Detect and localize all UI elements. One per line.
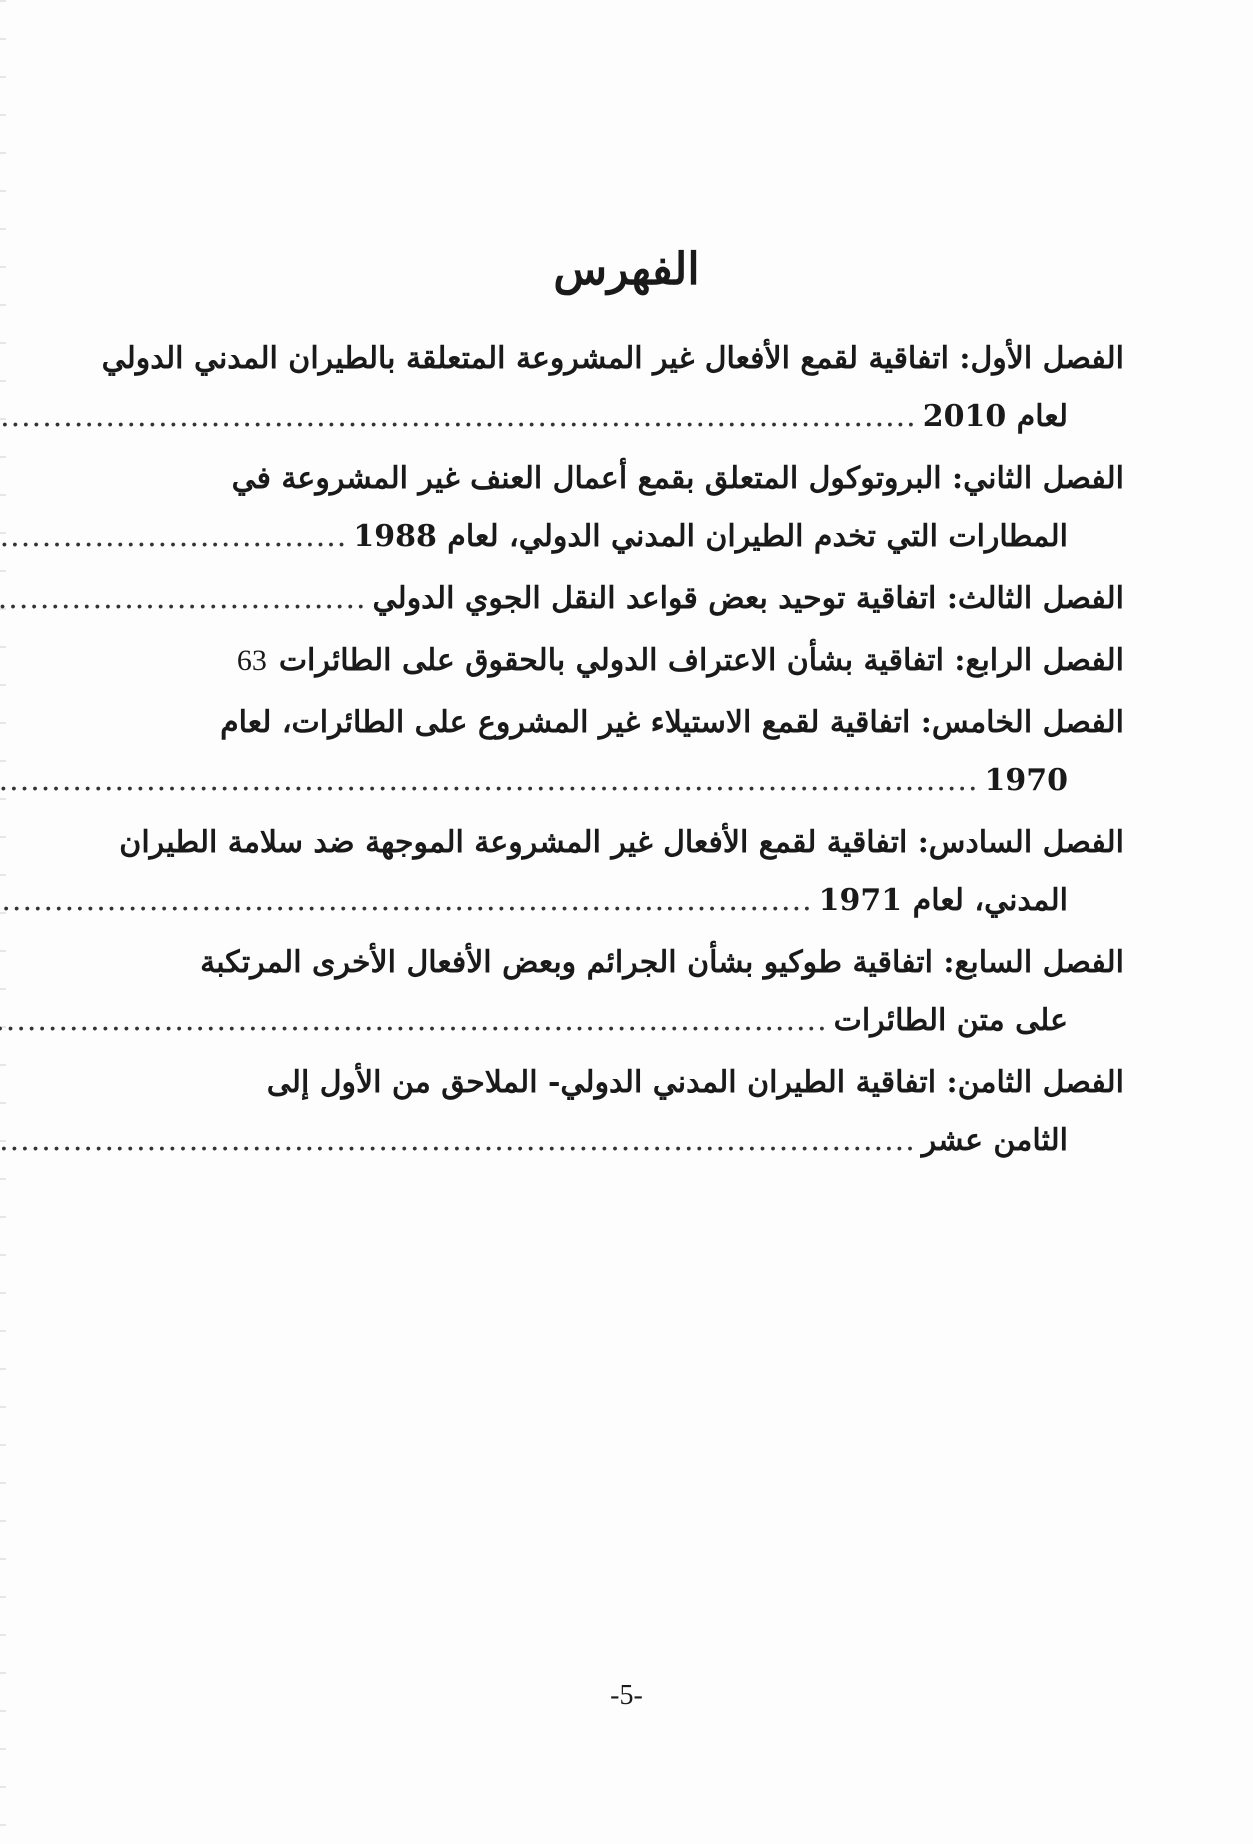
dot-leader bbox=[0, 1112, 916, 1170]
toc-entry-text: الفصل الرابع: اتفاقية بشأن الاعتراف الدولي بالحقوق على الطائرات bbox=[278, 643, 1124, 678]
toc-entry-text: على متن الطائرات bbox=[833, 1003, 1068, 1038]
toc-entry-4 bbox=[236, 632, 1124, 690]
toc-page-number: 63 bbox=[236, 644, 267, 677]
toc-entry-6 bbox=[119, 814, 1124, 930]
toc-entry-text: الفصل الأول: اتفاقية لقمع الأفعال غير المشروعة المتعلقة بالطيران المدني الدولي bbox=[101, 341, 1124, 376]
toc-entry-text: 1970 bbox=[984, 763, 1068, 798]
toc-entry-text: الفصل الثاني: البروتوكول المتعلق بقمع أعمال العنف غير المشروعة في bbox=[231, 461, 1124, 496]
toc-entry-leader bbox=[254, 570, 1124, 628]
toc-entry-text: المدني، لعام 1971 bbox=[818, 883, 1068, 918]
toc-entry-1 bbox=[101, 330, 1124, 446]
toc-entry-leader bbox=[254, 752, 1124, 810]
toc-entry-leader bbox=[254, 388, 1124, 446]
dot-leader bbox=[0, 508, 347, 566]
dot-leader bbox=[0, 992, 828, 1050]
toc-entry-text: الفصل الثالث: اتفاقية توحيد بعض قواعد النقل الجوي الدولي bbox=[372, 581, 1124, 616]
toc-entry-3 bbox=[254, 570, 1124, 628]
page-title: الفهرس bbox=[553, 244, 700, 295]
dot-leader bbox=[0, 388, 917, 446]
toc-entry-text: الثامن عشر bbox=[921, 1123, 1068, 1158]
table-of-contents bbox=[101, 330, 1124, 1174]
toc-entry-text: الفصل الثامن: اتفاقية الطيران المدني الدولي- الملاحق من الأول إلى bbox=[266, 1065, 1124, 1100]
toc-entry-text: لعام 2010 bbox=[922, 399, 1068, 434]
toc-entry-text: المطارات التي تخدم الطيران المدني الدولي، لعام 1988 bbox=[353, 519, 1068, 554]
toc-entry-text: الفصل الخامس: اتفاقية لقمع الاستيلاء غير المشروع على الطائرات، لعام bbox=[220, 705, 1124, 740]
dot-leader bbox=[0, 752, 979, 810]
toc-entry-text: الفصل السادس: اتفاقية لقمع الأفعال غير المشروعة الموجهة ضد سلامة الطيران bbox=[119, 825, 1124, 860]
dot-leader bbox=[0, 872, 813, 930]
toc-entry-leader bbox=[254, 992, 1124, 1050]
toc-entry-8 bbox=[254, 1054, 1124, 1170]
toc-entry-leader bbox=[254, 1112, 1124, 1170]
page-number: -5- bbox=[610, 1680, 643, 1711]
toc-entry-leader bbox=[236, 632, 1124, 690]
toc-entry-5 bbox=[220, 694, 1124, 810]
toc-entry-leader bbox=[254, 872, 1124, 930]
toc-entry-text: الفصل السابع: اتفاقية طوكيو بشأن الجرائم وبعض الأفعال الأخرى المرتكبة bbox=[200, 945, 1124, 980]
dot-leader bbox=[0, 570, 367, 628]
toc-entry-leader bbox=[254, 508, 1124, 566]
toc-entry-7 bbox=[200, 934, 1124, 1050]
toc-entry-2 bbox=[231, 450, 1124, 566]
